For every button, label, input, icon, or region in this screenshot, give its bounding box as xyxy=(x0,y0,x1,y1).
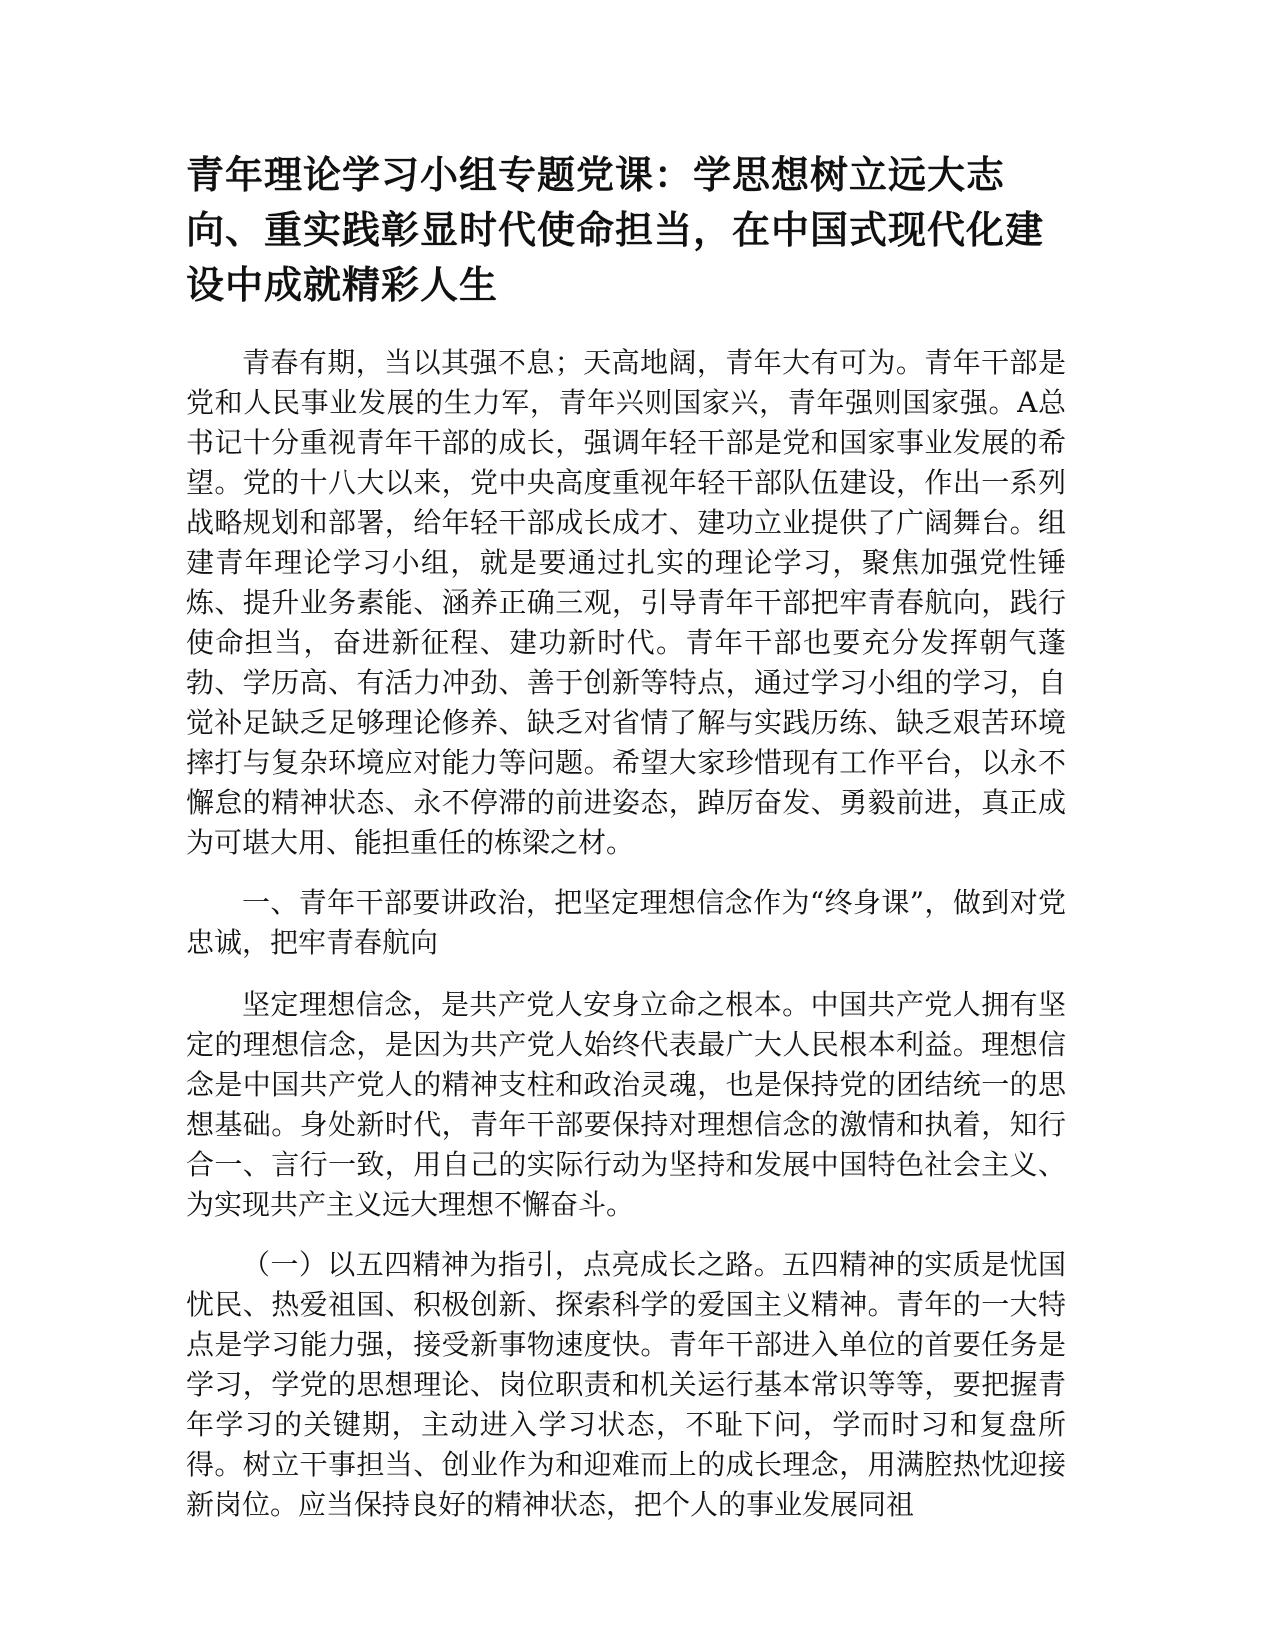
document-body xyxy=(186,148,1066,1545)
section-heading-1: 一、青年干部要讲政治，把坚定理想信念作为“终身课”，做到对党忠诚，把牢青春航向 xyxy=(186,886,1066,959)
document-title: 青年理论学习小组专题党课：学思想树立远大志向、重实践彰显时代使命担当，在中国式现代化建设中成就精彩人生 xyxy=(186,153,1045,307)
section-1-paragraph: 坚定理想信念，是共产党人安身立命之根本。中国共产党人拥有坚定的理想信念，是因为共产党人始终代表最广大人民根本利益。理想信念是中国共产党人的精神支柱和政治灵魂，也是保持党的团结统一的思想基础。身处新时代，青年干部要保持对理想信念的激情和执着，知行合一、言行一致，用自己的实际行动为坚持和发展中国特色社会主义、为实现共产主义远大理想不懈奋斗。 xyxy=(186,988,1066,1221)
subsection-1-paragraph: （一）以五四精神为指引，点亮成长之路。五四精神的实质是忧国忧民、热爱祖国、积极创新、探索科学的爱国主义精神。青年的一大特点是学习能力强，接受新事物速度快。青年干部进入单位的首要任务是学习，学党的思想理论、岗位职责和机关运行基本常识等等，要把握青年学习的关键期，主动进入学习状态，不耻下问，学而时习和复盘所得。树立干事担当、创业作为和迎难而上的成长理念，用满腔热忱迎接新岗位。应当保持良好的精神状态，把个人的事业发展同祖 xyxy=(186,1248,1066,1521)
intro-paragraph: 青春有期，当以其强不息；天高地阔，青年大有可为。青年干部是党和人民事业发展的生力军，青年兴则国家兴，青年强则国家强。A总书记十分重视青年干部的成长，强调年轻干部是党和国家事业发展的希望。党的十八大以来，党中央高度重视年轻干部队伍建设，作出一系列战略规划和部署，给年轻干部成长成才、建功立业提供了广阔舞台。组建青年理论学习小组，就是要通过扎实的理论学习，聚焦加强党性锤炼、提升业务素能、涵养正确三观，引导青年干部把牢青春航向，践行使命担当，奋进新征程、建功新时代。青年干部也要充分发挥朝气蓬勃、学历高、有活力冲劲、善于创新等特点，通过学习小组的学习，自觉补足缺乏足够理论修养、缺乏对省情了解与实践历练、缺乏艰苦环境摔打与复杂环境应对能力等问题。希望大家珍惜现有工作平台，以永不懈怠的精神状态、永不停滞的前进姿态，踔厉奋发、勇毅前进，真正成为可堪大用、能担重任的栋梁之材。 xyxy=(186,346,1066,859)
